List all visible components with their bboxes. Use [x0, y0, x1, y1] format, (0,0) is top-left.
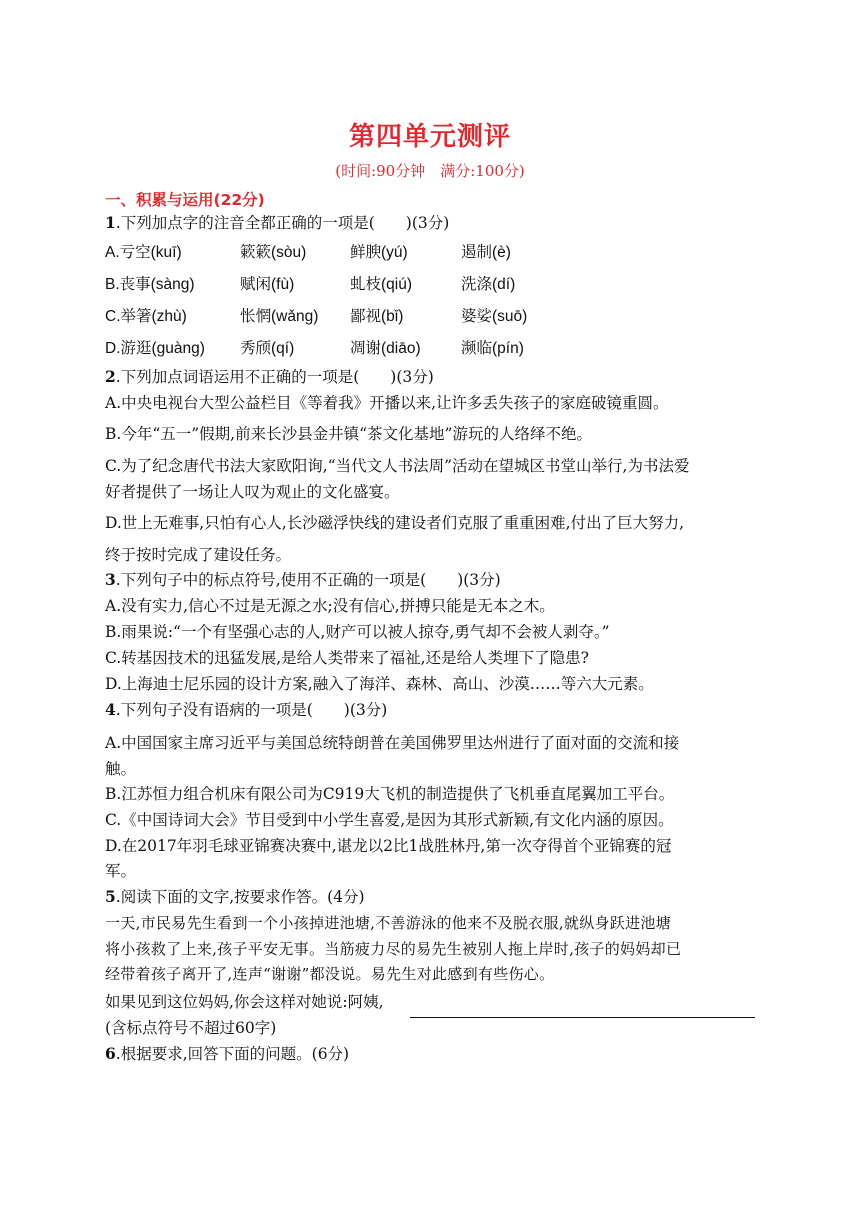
question-6-stem: 6.根据要求,回答下面的问题。(6分)	[105, 1044, 350, 1063]
page-title: 第四单元测评	[348, 122, 511, 152]
q1-option-d-1: D.游逛(guàng)	[105, 340, 205, 357]
q4-option-d-line2: 军。	[105, 862, 137, 880]
time-score-info: (时间:90分钟 满分:100分)	[335, 162, 525, 180]
q1-option-c-4: 婆娑(suō)	[461, 308, 528, 325]
q4-option-c: C.《中国诗词大会》节目受到中小学生喜爱,是因为其形式新颖,有文化内涵的原因。	[105, 811, 674, 829]
q3-option-a: A.没有实力,信心不过是无源之水;没有信心,拼搏只能是无本之木。	[105, 597, 555, 615]
q1-option-d-3: 凋谢(diāo)	[350, 340, 421, 357]
answer-blank-line[interactable]	[410, 1016, 755, 1018]
q3-option-b: B.雨果说:“一个有坚强心志的人,财产可以被人掠夺,勇气却不会被人剥夺。”	[105, 623, 610, 641]
q1-option-c-3: 鄙视(bǐ)	[350, 308, 404, 325]
q1-option-a-2: 簌簌(sòu)	[240, 244, 307, 261]
q1-option-b-4: 洗涤(dí)	[461, 276, 516, 293]
q1-option-d-2: 秀颀(qí)	[240, 340, 295, 357]
question-number: 2	[105, 367, 116, 386]
q3-option-d: D.上海迪士尼乐园的设计方案,融入了海洋、森林、高山、沙漠……等六大元素。	[105, 675, 654, 693]
q1-option-b-1: B.丧事(sàng)	[105, 276, 195, 293]
question-1-stem: 1.下列加点字的注音全都正确的一项是( )(3分)	[105, 213, 450, 232]
q5-passage-line1: 一天,市民易先生看到一个小孩掉进池塘,不善游泳的他来不及脱衣服,就纵身跃进池塘	[105, 914, 672, 932]
question-number: 6	[105, 1044, 116, 1063]
q5-passage-line2: 将小孩救了上来,孩子平安无事。当筋疲力尽的易先生被别人拖上岸时,孩子的妈妈却已	[105, 940, 682, 958]
q2-option-b: B.今年“五一”假期,前来长沙县金井镇“茶文化基地”游玩的人络绎不绝。	[105, 425, 592, 443]
section-heading: 一、积累与运用(22分)	[105, 191, 265, 209]
q1-option-b-2: 赋闲(fù)	[240, 276, 295, 293]
q1-option-d-4: 濒临(pín)	[461, 340, 524, 357]
q1-option-c-1: C.举箸(zhù)	[105, 308, 187, 325]
q5-length-note: (含标点符号不超过60字)	[105, 1019, 277, 1037]
q4-option-a-line2: 触。	[105, 760, 137, 778]
q4-option-b: B.江苏恒力组合机床有限公司为C919大飞机的制造提供了飞机垂直尾翼加工平台。	[105, 785, 675, 803]
q2-option-a: A.中央电视台大型公益栏目《等着我》开播以来,让许多丢失孩子的家庭破镜重圆。	[105, 394, 669, 412]
question-4-stem: 4.下列句子没有语病的一项是( )(3分)	[105, 700, 388, 719]
q1-option-a-1: A.亏空(kuī)	[105, 244, 182, 261]
question-number: 3	[105, 570, 116, 589]
q1-option-a-4: 遏制(è)	[461, 244, 511, 261]
question-number: 1	[105, 213, 116, 232]
q5-passage-line3: 经带着孩子离开了,连声“谢谢”都没说。易先生对此感到有些伤心。	[105, 965, 555, 983]
question-number: 4	[105, 700, 116, 719]
q2-option-d-line1: D.世上无难事,只怕有心人,长沙磁浮快线的建设者们克服了重重困难,付出了巨大努力,	[105, 514, 685, 532]
q1-option-a-3: 鲜腴(yú)	[350, 244, 408, 261]
question-number: 5	[105, 887, 116, 906]
question-3-stem: 3.下列句子中的标点符号,使用不正确的一项是( )(3分)	[105, 570, 501, 589]
q2-option-c-line1: C.为了纪念唐代书法大家欧阳询,“当代文人书法周”活动在望城区书堂山举行,为书法爱	[105, 457, 690, 475]
q1-option-b-3: 虬枝(qiú)	[350, 276, 413, 293]
q5-prompt: 如果见到这位妈妈,你会这样对她说:阿姨,	[105, 993, 384, 1011]
q2-option-d-line2: 终于按时完成了建设任务。	[105, 546, 292, 564]
question-5-stem: 5.阅读下面的文字,按要求作答。(4分)	[105, 887, 365, 906]
q3-option-c: C.转基因技术的迅猛发展,是给人类带来了福祉,还是给人类埋下了隐患?	[105, 649, 589, 667]
q4-option-d-line1: D.在2017年羽毛球亚锦赛决赛中,谌龙以2比1战胜林丹,第一次夺得首个亚锦赛的冠	[105, 837, 672, 855]
q2-option-c-line2: 好者提供了一场让人叹为观止的文化盛宴。	[105, 483, 400, 501]
q4-option-a-line1: A.中国国家主席习近平与美国总统特朗普在美国佛罗里达州进行了面对面的交流和接	[105, 734, 680, 752]
q1-option-c-2: 怅惘(wǎng)	[240, 308, 319, 325]
question-2-stem: 2.下列加点词语运用不正确的一项是( )(3分)	[105, 367, 434, 386]
